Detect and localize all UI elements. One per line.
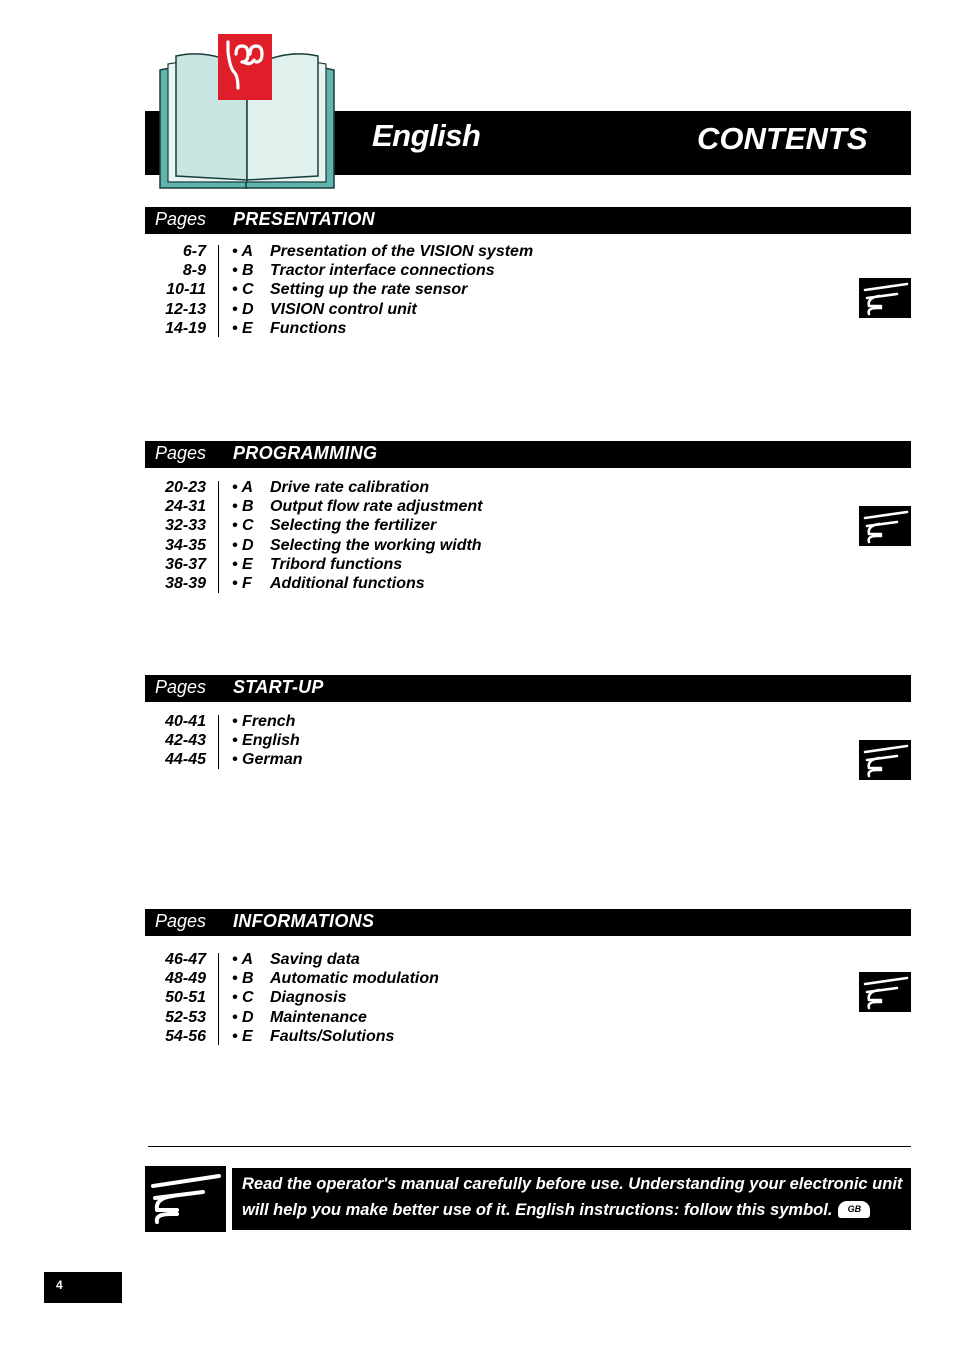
toc-item[interactable] — [145, 988, 911, 1007]
item-label: Saving data — [270, 951, 360, 968]
item-bullet: • D — [232, 536, 254, 554]
item-bullet: • E — [232, 319, 253, 337]
pointing-hand-icon — [859, 278, 911, 318]
section-bar — [145, 909, 911, 936]
toc-item[interactable] — [145, 555, 911, 574]
toc-item[interactable] — [145, 319, 911, 338]
page-range: 6-7 — [182, 243, 206, 260]
section-programming — [145, 441, 911, 593]
pointing-hand-icon — [859, 506, 911, 546]
item-label: Drive rate calibration — [270, 479, 430, 496]
page-range: 24-31 — [165, 498, 206, 516]
notice-text-line2 — [242, 1197, 870, 1224]
item-label: Selecting the working width — [270, 536, 482, 554]
toc-item[interactable] — [145, 497, 911, 516]
page-range: 14-19 — [165, 319, 206, 337]
notice-text: Read the operator's manual carefully before use. Understanding your electronic unit — [242, 1175, 903, 1193]
book-icon — [158, 32, 336, 192]
item-bullet: • English — [232, 732, 300, 750]
item-label: Selecting the fertilizer — [270, 517, 437, 535]
section-presentation — [145, 207, 911, 338]
item-bullet: • D — [232, 1008, 254, 1026]
section-title: START-UP — [233, 677, 324, 697]
item-label: Setting up the rate sensor — [270, 281, 468, 299]
toc-item[interactable] — [145, 712, 911, 731]
item-bullet: • C — [232, 989, 254, 1007]
item-bullet: • German — [232, 751, 303, 769]
item-label: Output flow rate adjustment — [270, 498, 483, 516]
item-label: Tractor interface connections — [270, 262, 495, 280]
item-label: Additional functions — [270, 574, 425, 592]
pointing-hand-icon — [859, 740, 911, 780]
section-bar — [145, 441, 911, 468]
item-bullet: • F — [232, 574, 252, 592]
item-label: Maintenance — [270, 1008, 367, 1026]
pages-label: Pages — [155, 911, 207, 931]
item-bullet: • A — [232, 243, 254, 260]
section-informations — [145, 909, 911, 1046]
toc-list — [145, 712, 911, 770]
page-number: 4 — [56, 1278, 63, 1292]
toc-item[interactable] — [145, 300, 911, 319]
page-range: 36-37 — [165, 555, 206, 573]
section-start-up — [145, 675, 911, 770]
toc-item[interactable] — [145, 750, 911, 769]
toc-list — [145, 950, 911, 1046]
toc-item[interactable] — [145, 242, 911, 261]
page-range: 44-45 — [165, 751, 206, 769]
pages-label: Pages — [155, 443, 207, 463]
page-range: 42-43 — [165, 732, 206, 750]
item-label: Presentation of the VISION system — [270, 243, 534, 260]
item-bullet: • B — [232, 970, 254, 988]
pages-label: Pages — [155, 677, 207, 697]
toc-item[interactable] — [145, 536, 911, 555]
item-label: Functions — [270, 319, 347, 337]
toc-item[interactable] — [145, 1008, 911, 1027]
gb-badge: GB — [838, 1201, 870, 1218]
notice-box — [232, 1168, 911, 1230]
toc-item[interactable] — [145, 950, 911, 969]
language-title: English — [372, 118, 481, 153]
page-range: 34-35 — [165, 536, 206, 554]
toc-item[interactable] — [145, 731, 911, 750]
section-title: INFORMATIONS — [233, 911, 375, 931]
section-title: PROGRAMMING — [233, 443, 378, 463]
page-range: 52-53 — [165, 1008, 206, 1026]
item-label: VISION control unit — [270, 300, 417, 318]
toc-list — [145, 242, 911, 338]
toc-item[interactable] — [145, 516, 911, 535]
page-range: 50-51 — [165, 989, 206, 1007]
toc-item[interactable] — [145, 280, 911, 299]
pointing-hand-icon — [145, 1166, 226, 1232]
item-bullet: • E — [232, 555, 253, 573]
section-bar — [145, 207, 911, 234]
pages-label: Pages — [155, 209, 207, 229]
item-label: Automatic modulation — [270, 970, 439, 988]
item-bullet: • C — [232, 517, 254, 535]
page-range: 38-39 — [165, 574, 206, 592]
item-bullet: • D — [232, 300, 254, 318]
page-range: 48-49 — [165, 970, 206, 988]
page-range: 12-13 — [165, 300, 206, 318]
item-bullet: • French — [232, 713, 296, 730]
page-number-box — [44, 1272, 122, 1303]
item-label: Tribord functions — [270, 555, 403, 573]
divider — [148, 1146, 911, 1147]
item-bullet: • C — [232, 281, 254, 299]
page-range: 54-56 — [165, 1027, 206, 1045]
page-range: 32-33 — [165, 517, 206, 535]
section-bar — [145, 675, 911, 702]
item-bullet: • A — [232, 951, 254, 968]
item-bullet: • B — [232, 262, 254, 280]
toc-item[interactable] — [145, 261, 911, 280]
item-bullet: • B — [232, 498, 254, 516]
toc-item[interactable] — [145, 478, 911, 497]
notice-text: will help you make better use of it. English instructions: follow this symbol. — [242, 1201, 833, 1219]
item-label: Diagnosis — [270, 989, 347, 1007]
page-range: 46-47 — [165, 951, 206, 968]
toc-list — [145, 478, 911, 593]
page-range: 40-41 — [165, 713, 206, 730]
page-range: 8-9 — [182, 262, 206, 280]
toc-item[interactable] — [145, 574, 911, 593]
pointing-hand-icon — [859, 972, 911, 1012]
section-title: PRESENTATION — [233, 209, 375, 229]
page-range: 10-11 — [166, 281, 206, 299]
item-label: Faults/Solutions — [270, 1027, 395, 1045]
item-bullet: • A — [232, 479, 254, 496]
page-title: CONTENTS — [697, 121, 868, 156]
toc-item[interactable] — [145, 969, 911, 988]
page-range: 20-23 — [165, 479, 206, 496]
item-bullet: • E — [232, 1027, 253, 1045]
toc-item[interactable] — [145, 1027, 911, 1046]
